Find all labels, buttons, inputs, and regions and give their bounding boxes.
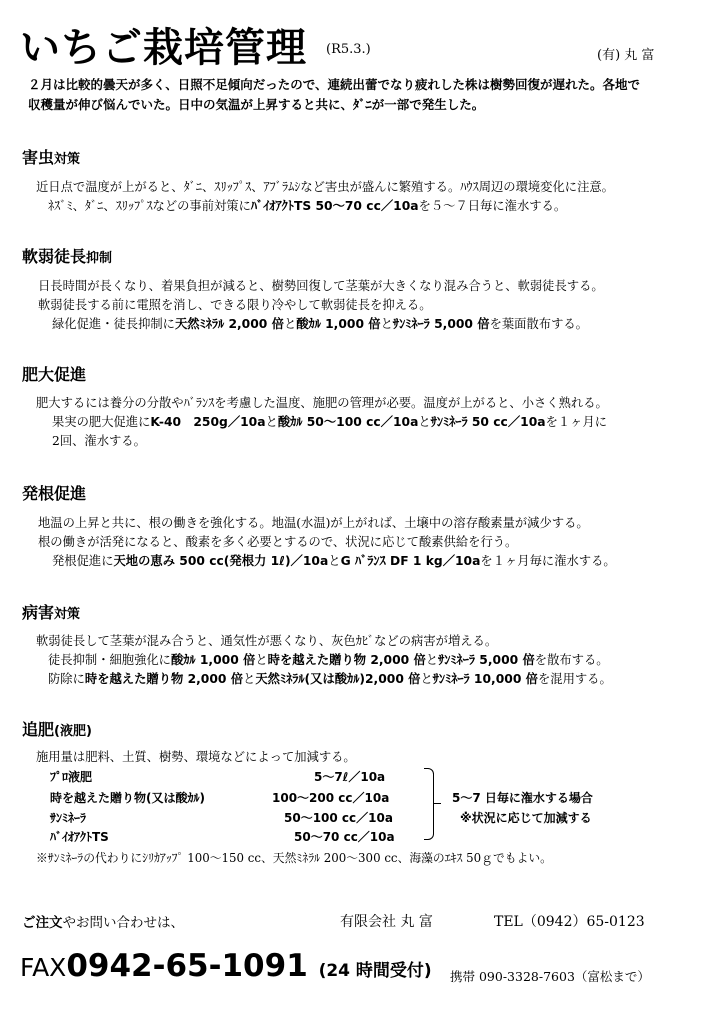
section-heading-pests: 害虫対策 [22, 148, 81, 167]
pests-line-2: ﾈｽﾞﾐ、ﾀﾞﾆ、ｽﾘｯﾌﾟｽなどの事前対策にﾊﾞｲｵｱｸﾄTS 50～70 cc／10aを５～７日毎に潅水する。 [48, 199, 567, 213]
disease-line-3: 防除に時を越えた贈り物 2,000 倍と天然ﾐﾈﾗﾙ(又は酸ｶﾙ)2,000 倍とｻﾝﾐﾈｰﾗ 10,000 倍を混用する。 [48, 672, 612, 686]
fertilizer-item-name: ﾊﾞｲｵｱｸﾄTS [50, 830, 109, 844]
fertilizer-item-amount: 100～200 cc／10a [272, 791, 390, 805]
fertilizer-item-name: ﾌﾟﾛ液肥 [50, 770, 93, 784]
root-line-3: 発根促進に天地の恵み 500 cc(発根力 1ℓ)／10aとG ﾊﾞﾗﾝｽ DF 1 kg／10aを１ヶ月毎に潅水する。 [52, 554, 616, 568]
growth-line-3: 緑化促進・徒長抑制に天然ﾐﾈﾗﾙ 2,000 倍と酸ｶﾙ 1,000 倍とｻﾝﾐﾈｰﾗ 5,000 倍を葉面散布する。 [52, 317, 588, 331]
page-title: いちご栽培管理 [20, 25, 307, 71]
order-inquiry-label: ご注文やお問い合わせは、 [22, 915, 184, 931]
intro-line-1: ２月は比較的曇天が多く、日照不足傾向だったので、連続出蕾でなり疲れした株は樹勢回復が遅れた。各地で [28, 77, 641, 92]
fertilizer-footnote: ※ｻﾝﾐﾈｰﾗの代わりにｼﾘｶｱｯﾌﾟ 100～150 cc、天然ﾐﾈﾗﾙ 200～300 cc、海藻のｴｷｽ 50ｇでもよい。 [36, 851, 552, 865]
fruit-line-2: 果実の肥大促進にK-40 250g／10aと酸ｶﾙ 50～100 cc／10aとｻﾝﾐﾈｰﾗ 50 cc／10aを１ヶ月に [52, 415, 608, 429]
disease-line-2: 徒長抑制・細胞強化に酸ｶﾙ 1,000 倍と時を越えた贈り物 2,000 倍とｻﾝﾐﾈｰﾗ 5,000 倍を散布する。 [48, 653, 609, 667]
fertilizer-item-amount: 5～7ℓ／10a [314, 770, 386, 784]
section-heading-fruit: 肥大促進 [22, 365, 87, 384]
mobile-number: 携帯 090-3328-7603（富松まで） [450, 969, 650, 984]
issue-date: (R5.3.) [326, 42, 371, 57]
section-heading-growth: 軟弱徒長抑制 [22, 247, 113, 266]
fax-number: FAX0942-65-1091 (24 時間受付) [20, 948, 432, 984]
growth-line-1: 日長時間が長くなり、着果負担が減ると、樹勢回復して茎葉が大きくなり混み合うと、軟弱徒長する。 [38, 279, 604, 293]
fertilizer-item-amount: 50～70 cc／10a [294, 830, 395, 844]
grouping-bracket-tick [433, 803, 441, 804]
fertilizer-line-1: 施用量は肥料、土質、樹勢、環境などによって加減する。 [36, 750, 356, 764]
tel-number: TEL（0942）65-0123 [494, 914, 645, 930]
fertilizer-note-interval: 5～7 日毎に潅水する場合 [452, 791, 593, 805]
fertilizer-item-amount: 50～100 cc／10a [284, 811, 393, 825]
root-line-1: 地温の上昇と共に、根の働きを強化する。地温(水温)が上がれば、土壌中の溶存酸素量が減少する。 [38, 516, 589, 530]
fruit-line-1: 肥大するには養分の分散やﾊﾞﾗﾝｽを考慮した温度、施肥の管理が必要。温度が上がると、小さく熟れる。 [36, 396, 608, 410]
fertilizer-item-name: ｻﾝﾐﾈｰﾗ [50, 811, 87, 825]
fruit-line-3: 2回、潅水する。 [52, 434, 146, 448]
fertilizer-item-name: 時を越えた贈り物(又は酸ｶﾙ) [50, 791, 205, 805]
section-heading-disease: 病害対策 [22, 603, 81, 622]
disease-line-1: 軟弱徒長して茎葉が混み合うと、通気性が悪くなり、灰色ｶﾋﾞなどの病害が増える。 [36, 634, 498, 648]
section-heading-fertilizer: 追肥(液肥) [22, 720, 92, 739]
pests-line-1: 近日点で温度が上がると、ﾀﾞﾆ、ｽﾘｯﾌﾟｽ、ｱﾌﾞﾗﾑｼなど害虫が盛んに繁殖する。ﾊｳｽ周辺の環境変化に注意。 [36, 180, 614, 194]
growth-line-2: 軟弱徒長する前に電照を消し、できる限り冷やして軟弱徒長を抑える。 [38, 298, 432, 312]
company-name-header: (有) 丸 富 [597, 48, 655, 63]
root-line-2: 根の働きが活発になると、酸素を多く必要とするので、状況に応じて酸素供給を行う。 [38, 535, 518, 549]
fertilizer-note-adjust: ※状況に応じて加減する [460, 811, 592, 825]
company-name-footer: 有限会社 丸 富 [340, 914, 433, 930]
intro-line-2: 収穫量が伸び悩んでいた。日中の気温が上昇すると共に、ﾀﾞﾆが一部で発生した。 [28, 97, 485, 112]
section-heading-root: 発根促進 [22, 484, 87, 503]
grouping-bracket [424, 768, 434, 840]
